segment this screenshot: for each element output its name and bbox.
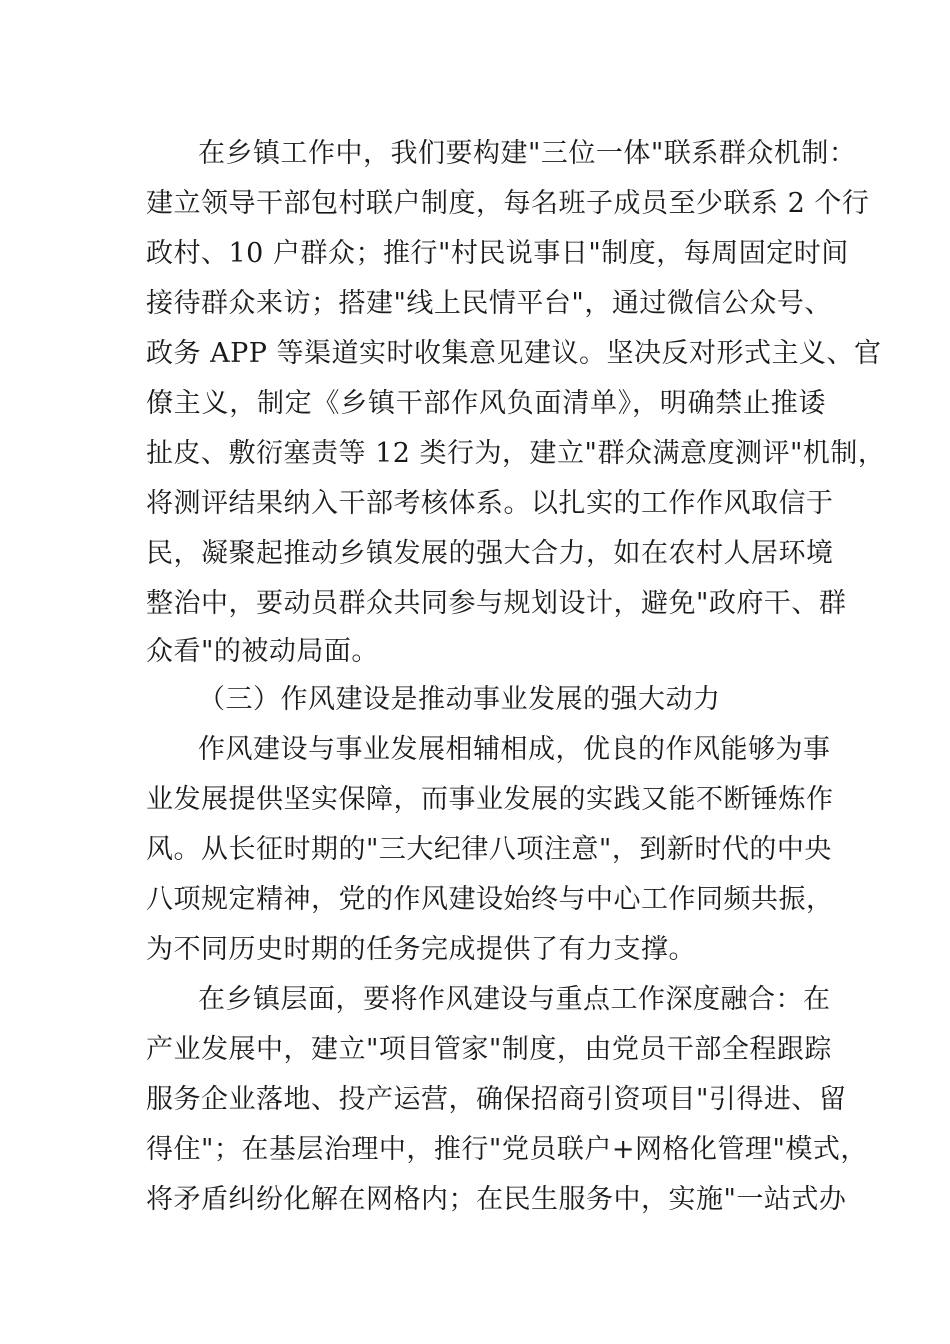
paragraph-1-line-11: 众看"的被动局面。 xyxy=(146,636,379,667)
paragraph-1-line-5: 政务 APP 等渠道实时收集意见建议。坚决反对形式主义、官 xyxy=(146,338,882,369)
paragraph-3-line-3: 服务企业落地、投产运营，确保招商引资项目"引得进、留 xyxy=(146,1084,847,1115)
paragraph-3-line-4: 得住"；在基层治理中，推行"党员联户+网格化管理"模式， xyxy=(146,1134,868,1165)
paragraph-1-line-4: 接待群众来访；搭建"线上民情平台"，通过微信公众号、 xyxy=(146,288,832,319)
paragraph-2-line-5: 为不同历史时期的任务完成提供了有力支撑。 xyxy=(146,934,696,965)
paragraph-2-line-2: 业发展提供坚实保障，而事业发展的实践又能不断锤炼作 xyxy=(146,784,834,815)
paragraph-2-line-4: 八项规定精神，党的作风建设始终与中心工作同频共振， xyxy=(146,884,834,915)
paragraph-1-line-8: 将测评结果纳入干部考核体系。以扎实的工作作风取信于 xyxy=(146,488,834,519)
paragraph-1-line-7: 扯皮、敷衍塞责等 12 类行为，建立"群众满意度测评"机制， xyxy=(146,438,886,469)
paragraph-1-line-2: 建立领导干部包村联户制度，每名班子成员至少联系 2 个行 xyxy=(146,188,870,219)
paragraph-1-line-6: 僚主义，制定《乡镇干部作风负面清单》，明确禁止推诿 xyxy=(146,388,826,419)
paragraph-1-line-3: 政村、10 户群众；推行"村民说事日"制度，每周固定时间 xyxy=(146,238,849,269)
paragraph-2-line-1: 作风建设与事业发展相辅相成，优良的作风能够为事 xyxy=(198,734,831,765)
paragraph-3-line-1: 在乡镇层面，要将作风建设与重点工作深度融合：在 xyxy=(198,984,831,1015)
section-heading: （三）作风建设是推动事业发展的强大动力 xyxy=(198,684,721,715)
paragraph-1-line-9: 民，凝聚起推动乡镇发展的强大合力，如在农村人居环境 xyxy=(146,538,834,569)
paragraph-1-line-10: 整治中，要动员群众共同参与规划设计，避免"政府干、群 xyxy=(146,588,847,619)
paragraph-1-line-1: 在乡镇工作中，我们要构建"三位一体"联系群众机制： xyxy=(198,138,857,169)
paragraph-2-line-3: 风。从长征时期的"三大纪律八项注意"，到新时代的中央 xyxy=(146,834,832,865)
paragraph-3-line-5: 将矛盾纠纷化解在网格内；在民生服务中，实施"一站式办 xyxy=(146,1184,847,1215)
paragraph-3-line-2: 产业发展中，建立"项目管家"制度，由党员干部全程跟踪 xyxy=(146,1034,832,1065)
